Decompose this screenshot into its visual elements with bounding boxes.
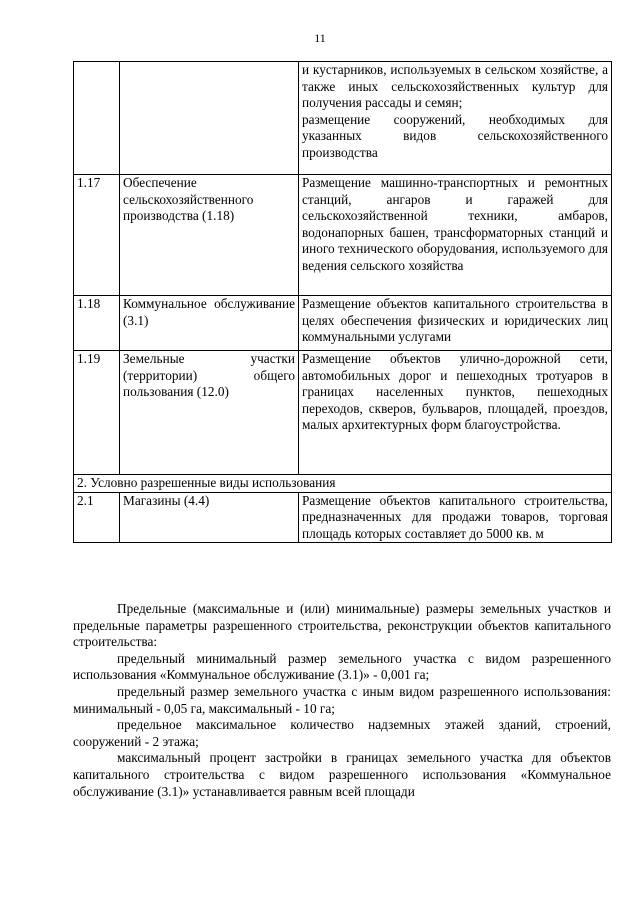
table-row bbox=[74, 296, 612, 351]
row-number-cell bbox=[74, 62, 120, 175]
use-type-cell: Магазины (4.4) bbox=[120, 492, 299, 543]
use-type-cell: Земельные участки (территории) общего пользования (12.0) bbox=[120, 351, 299, 475]
row-number-cell: 1.18 bbox=[74, 296, 120, 351]
description-line: размещение сооружений, необходимых для указанных видов сельскохозяйственного производства bbox=[302, 111, 608, 160]
paragraph: предельное максимальное количество надземных этажей зданий, строений, сооружений - 2 этажа; bbox=[73, 717, 611, 749]
paragraph: предельный размер земельного участка с иным видом разрешенного использования: минимальный - 0,05 га, максимальный - 10 га; bbox=[73, 683, 611, 716]
description-cell: Размещение объектов капитального строительства в целях обеспечения физических и юридических лиц коммунальными услугами bbox=[299, 296, 612, 351]
table-row bbox=[74, 492, 612, 543]
table-row bbox=[74, 62, 612, 175]
description-cell bbox=[299, 62, 612, 175]
body-text bbox=[73, 601, 611, 800]
row-number-cell: 1.19 bbox=[74, 351, 120, 475]
paragraph: максимальный процент застройки в границах земельного участка для объектов капитального строительства с видом разрешенного использования «Коммунальное обслуживание (3.1)» устанавливается равным всей площади bbox=[73, 750, 611, 799]
use-type-cell: Коммунальное обслуживание (3.1) bbox=[120, 296, 299, 351]
description-cell: Размещение объектов улично-дорожной сети, автомобильных дорог и пешеходных тротуаров в границах населенных пунктов, пешеходных переходов, скверов, бульваров, площадей, проездов, малых архитектурных форм благоустройства. bbox=[299, 351, 612, 475]
land-use-table bbox=[73, 61, 612, 543]
row-number-cell: 2.1 bbox=[74, 492, 120, 543]
row-number-cell: 1.17 bbox=[74, 175, 120, 296]
paragraph: предельный минимальный размер земельного участка с видом разрешенного использования «Коммунальное обслуживание (3.1)» - 0,001 га; bbox=[73, 650, 611, 683]
description-cell: Размещение машинно-транспортных и ремонтных станций, ангаров и гаражей для сельскохозяйственной техники, амбаров, водонапорных башен, трансформаторных станций и иного технического оборудования, используемого для ведения сельского хозяйства bbox=[299, 175, 612, 296]
table-row bbox=[74, 351, 612, 475]
table-row bbox=[74, 175, 612, 296]
description-line: и кустарников, используемых в сельском хозяйстве, а также иных сельскохозяйственных культур для получения рассады и семян; bbox=[302, 62, 608, 110]
paragraph: Предельные (максимальные и (или) минимальные) размеры земельных участков и предельные параметры разрешенного строительства, реконструкции объектов капитального строительства: bbox=[73, 601, 611, 650]
use-type-cell bbox=[120, 62, 299, 175]
section-heading-row bbox=[74, 475, 612, 493]
page-number: 11 bbox=[314, 31, 326, 45]
use-type-cell: Обеспечение сельскохозяйственного производства (1.18) bbox=[120, 175, 299, 296]
section-heading: 2. Условно разрешенные виды использования bbox=[74, 475, 612, 493]
description-cell: Размещение объектов капитального строительства, предназначенных для продажи товаров, торговая площадь которых составляет до 5000 кв. м bbox=[299, 492, 612, 543]
